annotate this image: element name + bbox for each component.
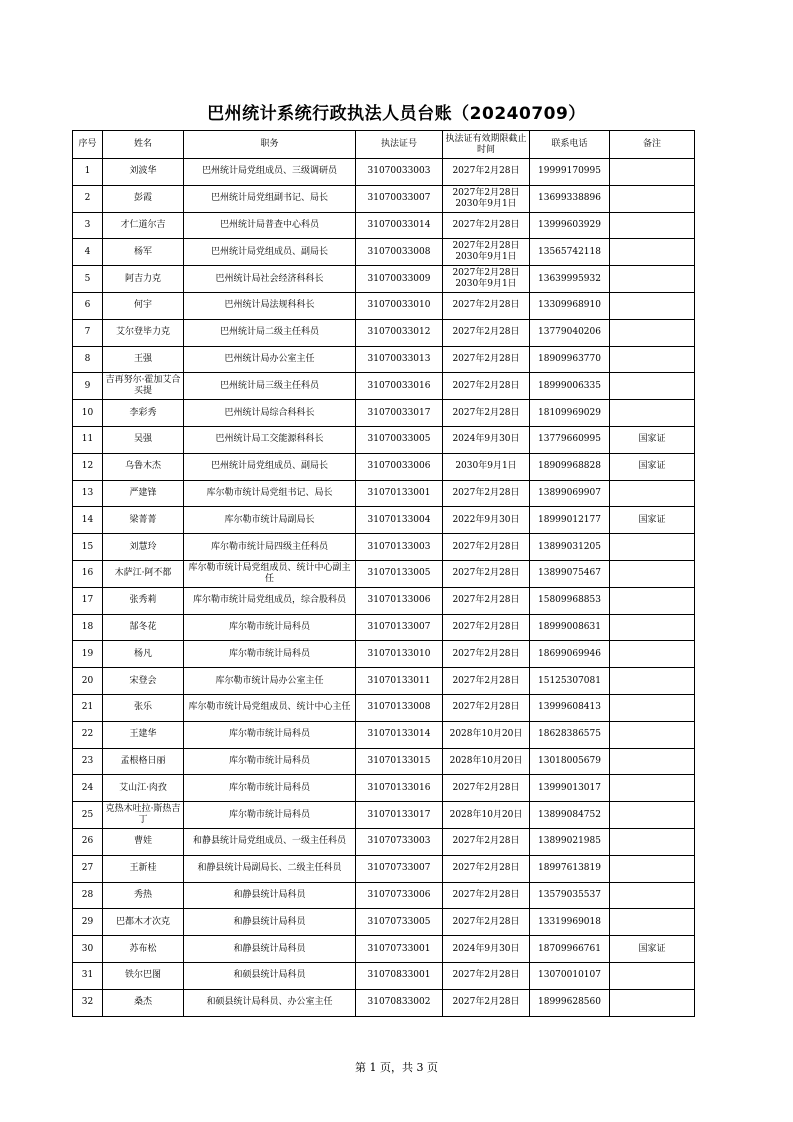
cell-name: 王强 (103, 346, 184, 373)
cell-phone: 19999170995 (530, 159, 610, 186)
cell-expiry: 2027年2月28日 (443, 560, 530, 587)
column-header-cert: 执法证号 (356, 131, 443, 159)
cell-name: 张乐 (103, 694, 184, 721)
cell-name: 吉再努尔·霍加艾合买提 (103, 373, 184, 400)
cell-expiry: 2027年2月28日 (443, 882, 530, 909)
cell-phone: 13899031205 (530, 534, 610, 561)
cell-phone: 13999013017 (530, 775, 610, 802)
cell-phone: 13639995932 (530, 266, 610, 293)
cell-name: 杨军 (103, 239, 184, 266)
cell-phone: 13899021985 (530, 828, 610, 855)
cell-name: 何宇 (103, 292, 184, 319)
cell-position: 库尔勒市统计局党组成员、统计中心副主任 (184, 560, 356, 587)
cell-position: 巴州统计局综合科科长 (184, 400, 356, 427)
cell-expiry: 2027年2月28日 (443, 400, 530, 427)
table-row (73, 534, 695, 561)
table-row (73, 989, 695, 1016)
cell-name: 艾山江·肉孜 (103, 775, 184, 802)
cell-note (610, 802, 695, 829)
cell-no: 19 (73, 641, 103, 668)
column-header-no: 序号 (73, 131, 103, 159)
cell-phone: 13319969018 (530, 909, 610, 936)
cell-position: 巴州统计局党组成员、三级调研员 (184, 159, 356, 186)
cell-name: 刘慧玲 (103, 534, 184, 561)
cell-cert: 31070133008 (356, 694, 443, 721)
cell-phone: 18999006335 (530, 373, 610, 400)
cell-note (610, 989, 695, 1016)
cell-note (610, 909, 695, 936)
cell-expiry: 2027年2月28日 (443, 534, 530, 561)
cell-expiry: 2028年10月20日 (443, 721, 530, 748)
cell-no: 14 (73, 507, 103, 534)
cell-phone: 18999008631 (530, 614, 610, 641)
column-header-phone: 联系电话 (530, 131, 610, 159)
cell-position: 巴州统计局工交能源科科长 (184, 426, 356, 453)
cell-note (610, 962, 695, 989)
cell-cert: 31070733006 (356, 882, 443, 909)
cell-note (610, 882, 695, 909)
cell-position: 库尔勒市统计局科员 (184, 641, 356, 668)
cell-expiry: 2027年2月28日 (443, 828, 530, 855)
cell-no: 26 (73, 828, 103, 855)
cell-no: 21 (73, 694, 103, 721)
cell-no: 23 (73, 748, 103, 775)
cell-name: 杨凡 (103, 641, 184, 668)
cell-note (610, 587, 695, 614)
table-row (73, 936, 695, 963)
cell-cert: 31070133005 (356, 560, 443, 587)
table-row (73, 159, 695, 186)
cell-phone: 18999628560 (530, 989, 610, 1016)
column-header-note: 备注 (610, 131, 695, 159)
cell-note: 国家证 (610, 453, 695, 480)
table-row (73, 614, 695, 641)
cell-note (610, 239, 695, 266)
table-row (73, 239, 695, 266)
cell-position: 库尔勒市统计局科员 (184, 775, 356, 802)
cell-phone: 18997613819 (530, 855, 610, 882)
table-row (73, 212, 695, 239)
cell-position: 巴州统计局二级主任科员 (184, 319, 356, 346)
cell-position: 和静县统计局科员 (184, 909, 356, 936)
cell-cert: 31070133011 (356, 668, 443, 695)
cell-cert: 31070133001 (356, 480, 443, 507)
cell-cert: 31070033010 (356, 292, 443, 319)
table-header-row (73, 131, 695, 159)
cell-phone: 13699338896 (530, 185, 610, 212)
cell-expiry: 2024年9月30日 (443, 936, 530, 963)
cell-position: 库尔勒市统计局四级主任科员 (184, 534, 356, 561)
cell-no: 28 (73, 882, 103, 909)
cell-position: 库尔勒市统计局办公室主任 (184, 668, 356, 695)
table-row (73, 185, 695, 212)
cell-name: 严建锋 (103, 480, 184, 507)
cell-phone: 13779660995 (530, 426, 610, 453)
cell-note (610, 480, 695, 507)
cell-expiry: 2027年2月28日 (443, 292, 530, 319)
cell-name: 宋登会 (103, 668, 184, 695)
table-row (73, 480, 695, 507)
table-row (73, 400, 695, 427)
cell-note (610, 346, 695, 373)
cell-note (610, 212, 695, 239)
cell-position: 巴州统计局社会经济科科长 (184, 266, 356, 293)
cell-no: 2 (73, 185, 103, 212)
cell-name: 苏布松 (103, 936, 184, 963)
cell-position: 和静县统计局党组成员、一级主任科员 (184, 828, 356, 855)
table-row (73, 453, 695, 480)
cell-note: 国家证 (610, 936, 695, 963)
cell-note (610, 641, 695, 668)
cell-cert: 31070733007 (356, 855, 443, 882)
cell-name: 孟根格日丽 (103, 748, 184, 775)
table-row (73, 587, 695, 614)
cell-position: 和静县统计局科员 (184, 882, 356, 909)
cell-expiry: 2027年2月28日 (443, 373, 530, 400)
cell-no: 4 (73, 239, 103, 266)
cell-cert: 31070033013 (356, 346, 443, 373)
personnel-ledger-table (72, 130, 695, 1017)
column-header-expiry: 执法证有效期限截止时间 (443, 131, 530, 159)
cell-phone: 15809968853 (530, 587, 610, 614)
cell-phone: 18699069946 (530, 641, 610, 668)
cell-name: 巴都木才次克 (103, 909, 184, 936)
cell-cert: 31070133006 (356, 587, 443, 614)
cell-phone: 15125307081 (530, 668, 610, 695)
cell-name: 克热木吐拉·斯热吉丁 (103, 802, 184, 829)
cell-note (610, 694, 695, 721)
cell-cert: 31070733005 (356, 909, 443, 936)
cell-note (610, 159, 695, 186)
cell-no: 7 (73, 319, 103, 346)
cell-position: 巴州统计局党组副书记、局长 (184, 185, 356, 212)
page-title: 巴州统计系统行政执法人员台账（20240709） (207, 104, 586, 124)
cell-name: 乌鲁木杰 (103, 453, 184, 480)
cell-expiry: 2027年2月28日 (443, 855, 530, 882)
cell-phone: 13899084752 (530, 802, 610, 829)
cell-no: 22 (73, 721, 103, 748)
table-row (73, 882, 695, 909)
cell-expiry: 2027年2月28日 2030年9月1日 (443, 239, 530, 266)
cell-expiry: 2027年2月28日 (443, 989, 530, 1016)
cell-name: 王建华 (103, 721, 184, 748)
cell-position: 巴州统计局党组成员、副局长 (184, 239, 356, 266)
cell-no: 3 (73, 212, 103, 239)
cell-phone: 13018005679 (530, 748, 610, 775)
cell-name: 梁菁菁 (103, 507, 184, 534)
cell-cert: 31070033007 (356, 185, 443, 212)
cell-name: 秀热 (103, 882, 184, 909)
cell-name: 艾尔登毕力克 (103, 319, 184, 346)
page-footer: 第 1 页，共 3 页 (355, 1061, 438, 1074)
cell-expiry: 2027年2月28日 (443, 587, 530, 614)
cell-expiry: 2027年2月28日 (443, 346, 530, 373)
cell-name: 郜冬花 (103, 614, 184, 641)
cell-expiry: 2027年2月28日 (443, 614, 530, 641)
cell-no: 30 (73, 936, 103, 963)
cell-cert: 31070033012 (356, 319, 443, 346)
cell-note (610, 185, 695, 212)
cell-note (610, 748, 695, 775)
table-row (73, 641, 695, 668)
table-body (73, 159, 695, 1017)
table-row (73, 266, 695, 293)
cell-expiry: 2027年2月28日 (443, 641, 530, 668)
cell-name: 王新桂 (103, 855, 184, 882)
cell-cert: 31070133004 (356, 507, 443, 534)
cell-cert: 31070133015 (356, 748, 443, 775)
table-row (73, 560, 695, 587)
cell-no: 25 (73, 802, 103, 829)
cell-position: 库尔勒市统计局党组成员、统计中心主任 (184, 694, 356, 721)
cell-phone: 18109969029 (530, 400, 610, 427)
cell-position: 库尔勒市统计局科员 (184, 614, 356, 641)
cell-note (610, 534, 695, 561)
cell-cert: 31070033014 (356, 212, 443, 239)
cell-note: 国家证 (610, 426, 695, 453)
column-header-position: 职务 (184, 131, 356, 159)
cell-expiry: 2027年2月28日 (443, 694, 530, 721)
table-row (73, 828, 695, 855)
cell-expiry: 2022年9月30日 (443, 507, 530, 534)
cell-no: 31 (73, 962, 103, 989)
table-row (73, 319, 695, 346)
table-row (73, 748, 695, 775)
cell-note (610, 668, 695, 695)
cell-phone: 13070010107 (530, 962, 610, 989)
cell-note (610, 614, 695, 641)
cell-cert: 31070033005 (356, 426, 443, 453)
cell-expiry: 2027年2月28日 2030年9月1日 (443, 185, 530, 212)
cell-expiry: 2027年2月28日 (443, 668, 530, 695)
cell-no: 29 (73, 909, 103, 936)
cell-expiry: 2024年9月30日 (443, 426, 530, 453)
cell-no: 5 (73, 266, 103, 293)
cell-note (610, 828, 695, 855)
cell-position: 巴州统计局党组成员、副局长 (184, 453, 356, 480)
cell-position: 巴州统计局普查中心科员 (184, 212, 356, 239)
cell-phone: 18909963770 (530, 346, 610, 373)
table-row (73, 426, 695, 453)
cell-expiry: 2027年2月28日 (443, 212, 530, 239)
cell-no: 8 (73, 346, 103, 373)
cell-note (610, 373, 695, 400)
cell-cert: 31070033016 (356, 373, 443, 400)
cell-cert: 31070033017 (356, 400, 443, 427)
cell-position: 库尔勒市统计局科员 (184, 721, 356, 748)
cell-note: 国家证 (610, 507, 695, 534)
cell-name: 李彩秀 (103, 400, 184, 427)
cell-no: 15 (73, 534, 103, 561)
cell-note (610, 400, 695, 427)
cell-phone: 13565742118 (530, 239, 610, 266)
cell-name: 彭霞 (103, 185, 184, 212)
cell-cert: 31070133014 (356, 721, 443, 748)
table-row (73, 909, 695, 936)
cell-no: 13 (73, 480, 103, 507)
cell-note (610, 855, 695, 882)
column-header-name: 姓名 (103, 131, 184, 159)
cell-position: 和硕县统计局科员 (184, 962, 356, 989)
cell-cert: 31070033003 (356, 159, 443, 186)
table-row (73, 802, 695, 829)
cell-note (610, 319, 695, 346)
cell-expiry: 2027年2月28日 (443, 159, 530, 186)
cell-phone: 13999603929 (530, 212, 610, 239)
cell-no: 17 (73, 587, 103, 614)
cell-no: 10 (73, 400, 103, 427)
cell-cert: 31070033009 (356, 266, 443, 293)
table-row (73, 346, 695, 373)
cell-no: 27 (73, 855, 103, 882)
cell-note (610, 775, 695, 802)
cell-cert: 31070033006 (356, 453, 443, 480)
cell-no: 32 (73, 989, 103, 1016)
cell-no: 11 (73, 426, 103, 453)
cell-cert: 31070733003 (356, 828, 443, 855)
table-row (73, 775, 695, 802)
cell-name: 桑杰 (103, 989, 184, 1016)
cell-no: 6 (73, 292, 103, 319)
table-row (73, 373, 695, 400)
cell-expiry: 2028年10月20日 (443, 802, 530, 829)
cell-no: 9 (73, 373, 103, 400)
table-row (73, 292, 695, 319)
cell-position: 和静县统计局副局长、二级主任科员 (184, 855, 356, 882)
cell-position: 巴州统计局三级主任科员 (184, 373, 356, 400)
cell-expiry: 2027年2月28日 (443, 775, 530, 802)
cell-note (610, 266, 695, 293)
cell-expiry: 2027年2月28日 2030年9月1日 (443, 266, 530, 293)
table-row (73, 962, 695, 989)
table-row (73, 694, 695, 721)
cell-phone: 13899075467 (530, 560, 610, 587)
table-row (73, 855, 695, 882)
cell-name: 刘波华 (103, 159, 184, 186)
cell-cert: 31070033008 (356, 239, 443, 266)
cell-phone: 13579035537 (530, 882, 610, 909)
cell-position: 库尔勒市统计局科员 (184, 748, 356, 775)
cell-phone: 13899069907 (530, 480, 610, 507)
cell-cert: 31070133007 (356, 614, 443, 641)
cell-cert: 31070733001 (356, 936, 443, 963)
cell-name: 张秀莉 (103, 587, 184, 614)
cell-no: 20 (73, 668, 103, 695)
cell-position: 库尔勒市统计局党组成员，综合股科员 (184, 587, 356, 614)
table-row (73, 668, 695, 695)
cell-note (610, 560, 695, 587)
cell-cert: 31070133016 (356, 775, 443, 802)
cell-expiry: 2027年2月28日 (443, 480, 530, 507)
cell-name: 曹娃 (103, 828, 184, 855)
cell-cert: 31070133003 (356, 534, 443, 561)
cell-cert: 31070833002 (356, 989, 443, 1016)
cell-cert: 31070833001 (356, 962, 443, 989)
cell-name: 吴强 (103, 426, 184, 453)
cell-note (610, 721, 695, 748)
cell-expiry: 2027年2月28日 (443, 909, 530, 936)
cell-position: 和硕县统计局科员、办公室主任 (184, 989, 356, 1016)
cell-position: 巴州统计局办公室主任 (184, 346, 356, 373)
cell-phone: 18909968828 (530, 453, 610, 480)
cell-phone: 13309968910 (530, 292, 610, 319)
cell-name: 阿吉力克 (103, 266, 184, 293)
cell-phone: 18628386575 (530, 721, 610, 748)
cell-position: 库尔勒市统计局科员 (184, 802, 356, 829)
cell-expiry: 2030年9月1日 (443, 453, 530, 480)
cell-position: 和静县统计局科员 (184, 936, 356, 963)
cell-position: 巴州统计局法规科科长 (184, 292, 356, 319)
cell-no: 1 (73, 159, 103, 186)
cell-phone: 13999608413 (530, 694, 610, 721)
table-row (73, 507, 695, 534)
cell-no: 12 (73, 453, 103, 480)
cell-position: 库尔勒市统计局副局长 (184, 507, 356, 534)
cell-cert: 31070133017 (356, 802, 443, 829)
cell-note (610, 292, 695, 319)
cell-phone: 13779040206 (530, 319, 610, 346)
cell-name: 木萨江·阿不都 (103, 560, 184, 587)
cell-phone: 18709966761 (530, 936, 610, 963)
cell-expiry: 2028年10月20日 (443, 748, 530, 775)
cell-name: 铁尔巴图 (103, 962, 184, 989)
cell-cert: 31070133010 (356, 641, 443, 668)
cell-no: 16 (73, 560, 103, 587)
cell-name: 才仁道尔吉 (103, 212, 184, 239)
table-row (73, 721, 695, 748)
cell-expiry: 2027年2月28日 (443, 962, 530, 989)
cell-no: 18 (73, 614, 103, 641)
cell-expiry: 2027年2月28日 (443, 319, 530, 346)
cell-phone: 18999012177 (530, 507, 610, 534)
cell-no: 24 (73, 775, 103, 802)
cell-position: 库尔勒市统计局党组书记、局长 (184, 480, 356, 507)
